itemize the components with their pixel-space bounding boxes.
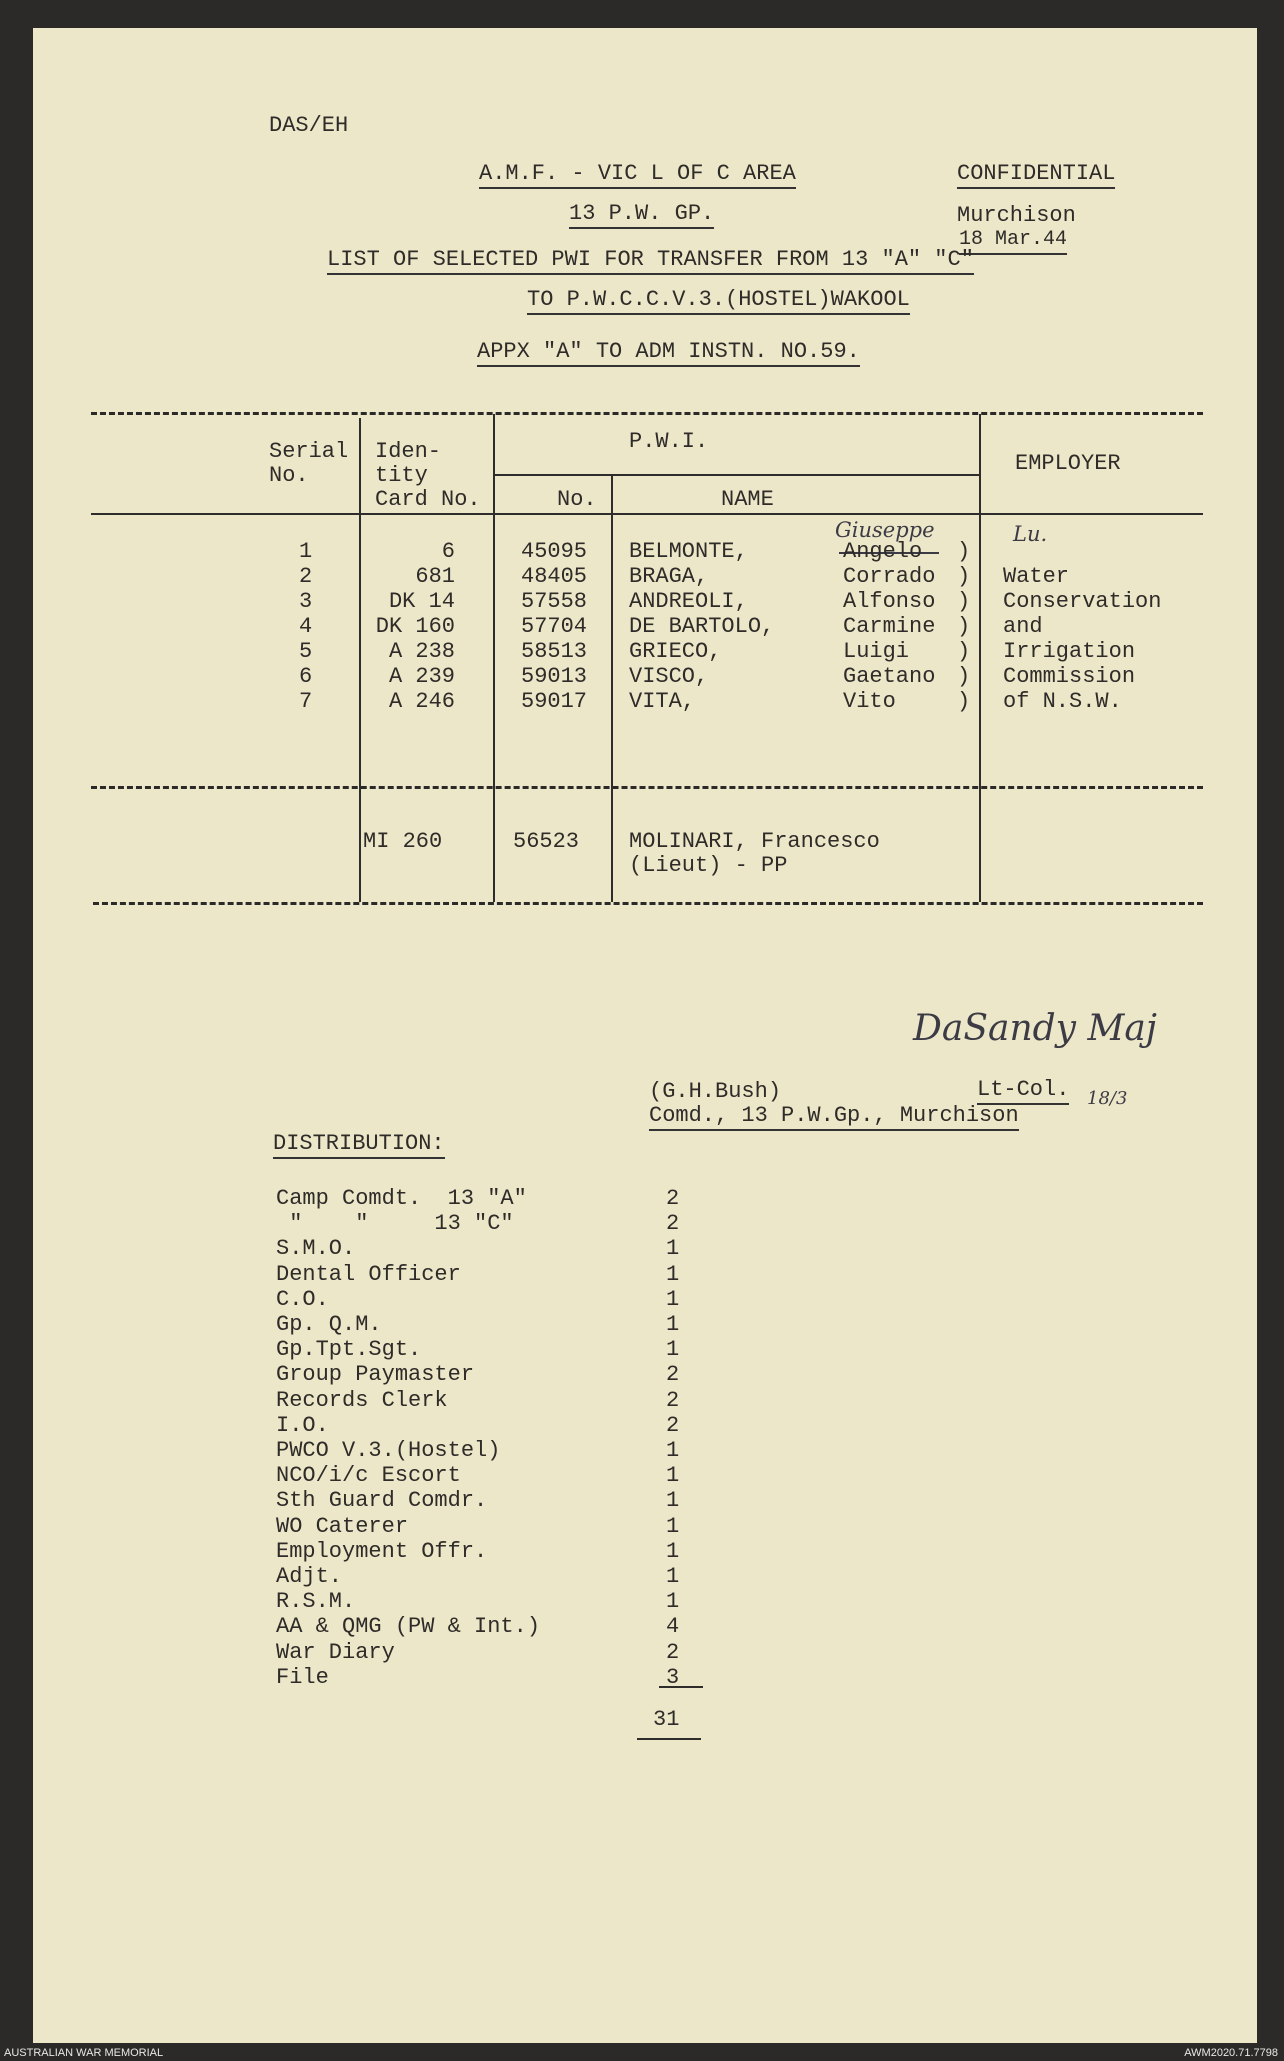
distribution-quantity: 1 [666,1488,680,1514]
distribution-heading: DISTRIBUTION: [273,1132,445,1159]
distribution-quantity: 1 [666,1286,680,1312]
file-reference: DAS/EH [269,113,349,138]
row-serial: 7 [299,689,313,714]
officer-separator-rule [91,786,1203,789]
distribution-quantity: 1 [666,1589,680,1615]
classification-label: CONFIDENTIAL [957,162,1115,189]
row-given-name: Angelo [843,539,923,564]
row-pwi-number: 59017 [521,689,588,714]
handwritten-initials: Lu. [1013,522,1048,546]
handwritten-date: 18/3 [1087,1088,1128,1109]
distribution-total: 31 [653,1707,680,1732]
distribution-item [276,1614,706,1638]
distribution-recipient: S.M.O. [276,1236,356,1262]
distribution-item [276,1388,706,1412]
distribution-recipient: Gp. Q.M. [276,1312,382,1337]
document-title: LIST OF SELECTED PWI FOR TRANSFER FROM 13 "A" "C" [327,248,974,275]
row-surname: VITA, [629,689,696,714]
distribution-recipient: Records Clerk [276,1387,448,1413]
distribution-item [276,1589,706,1613]
distribution-item [276,1564,706,1588]
pwi-subheader-rule [494,474,980,476]
distribution-recipient: I.O. [276,1412,329,1438]
row-identity: A 246 [388,689,455,714]
row-bracket: ) [957,539,971,564]
document-title-destination: TO P.W.C.C.V.3.(HOSTEL)WAKOOL [527,288,910,315]
distribution-item [276,1236,706,1260]
distribution-item [276,1488,706,1512]
row-bracket: ) [957,639,971,664]
distribution-quantity: 1 [666,1312,680,1337]
distribution-item [276,1539,706,1563]
row-serial: 5 [299,639,313,664]
signatory-rank: Lt-Col. [977,1078,1069,1105]
area-heading: A.M.F. - VIC L OF C AREA [479,162,796,189]
distribution-item [276,1337,706,1361]
officer-number: 56523 [513,829,580,854]
distribution-item [276,1211,706,1235]
distribution-recipient: Sth Guard Comdr. [276,1488,488,1514]
distribution-recipient: War Diary [276,1639,395,1665]
officer-name: MOLINARI, Francesco [629,829,880,854]
distribution-quantity: 2 [666,1362,680,1388]
distribution-quantity: 1 [666,1513,680,1539]
distribution-item [276,1262,706,1286]
row-identity: A 239 [388,664,455,689]
row-surname: BELMONTE, [629,539,748,564]
employer-value: Water Conservation and Irrigation Commission of N.S.W. [1003,564,1162,714]
column-rule [979,414,981,902]
row-pwi-number: 57558 [521,589,588,614]
row-pwi-number: 48405 [521,564,588,589]
row-surname: ANDREOLI, [629,589,748,614]
column-rule [611,476,613,902]
distribution-recipient: PWCO V.3.(Hostel) [276,1438,501,1463]
distribution-quantity: 1 [666,1538,680,1564]
distribution-recipient: AA & QMG (PW & Int.) [276,1614,541,1640]
distribution-recipient: Camp Comdt. 13 "A" [276,1186,527,1211]
distribution-quantity: 1 [666,1564,680,1589]
handwritten-correction: Giuseppe [835,518,935,542]
footer-credit: AUSTRALIAN WAR MEMORIAL [4,2047,164,2059]
distribution-quantity: 3 [666,1664,680,1690]
row-bracket: ) [957,689,971,714]
place-label: Murchison [957,203,1076,228]
distribution-recipient: Gp.Tpt.Sgt. [276,1337,422,1363]
row-identity: 6 [441,539,455,564]
row-identity: 681 [415,564,455,589]
row-bracket: ) [957,614,971,639]
header-employer: EMPLOYER [1015,451,1121,476]
row-given-name: Luigi [843,639,910,664]
distribution-recipient: R.S.M. [276,1589,356,1615]
row-given-name: Alfonso [843,589,936,614]
distribution-quantity: 1 [666,1337,680,1363]
header-identity-card-no: Iden- tity Card No. [375,439,481,512]
row-given-name: Vito [843,689,896,714]
distribution-item [276,1665,706,1689]
distribution-recipient: Adjt. [276,1564,343,1589]
row-serial: 3 [299,589,313,614]
distribution-recipient: Group Paymaster [276,1362,475,1388]
distribution-item [276,1413,706,1437]
row-identity: DK 160 [375,614,455,639]
group-heading: 13 P.W. GP. [569,202,714,229]
distribution-item [276,1463,706,1487]
table-bottom-rule [93,902,1203,905]
row-pwi-number: 57704 [521,614,588,639]
appendix-reference: APPX "A" TO ADM INSTN. NO.59. [477,340,860,367]
distribution-quantity: 4 [666,1614,680,1640]
header-name: NAME [721,487,774,512]
officer-identity: MI 260 [363,829,443,854]
footer-reference: AWM2020.71.7798 [1184,2047,1278,2059]
row-pwi-number: 59013 [521,664,588,689]
distribution-quantity: 2 [666,1387,680,1413]
distribution-item [276,1514,706,1538]
distribution-recipient: " " 13 "C" [276,1211,514,1237]
row-bracket: ) [957,564,971,589]
document-page [33,28,1257,2043]
header-pwi: P.W.I. [629,429,709,454]
distribution-quantity: 2 [666,1412,680,1438]
distribution-item [276,1640,706,1664]
handwritten-signature: DaSandy Maj [913,1008,1157,1049]
row-surname: VISCO, [629,664,709,689]
row-surname: GRIECO, [629,639,722,664]
row-serial: 1 [299,539,313,564]
row-given-name: Corrado [843,564,936,589]
row-given-name: Gaetano [843,664,936,689]
signatory-appointment: Comd., 13 P.W.Gp., Murchison [649,1104,1019,1131]
row-pwi-number: 58513 [521,639,588,664]
column-rule [493,414,495,902]
row-surname: BRAGA, [629,564,709,589]
distribution-recipient: C.O. [276,1286,329,1312]
distribution-quantity: 1 [666,1236,680,1262]
row-given-name: Carmine [843,614,936,639]
distribution-recipient: Dental Officer [276,1261,461,1287]
distribution-recipient: NCO/i/c Escort [276,1463,461,1489]
distribution-quantity: 1 [666,1438,680,1463]
distribution-quantity: 2 [666,1211,680,1237]
row-serial: 4 [299,614,313,639]
date-label: 18 Mar.44 [959,228,1067,255]
signatory-name: (G.H.Bush) [649,1079,782,1104]
distribution-item [276,1287,706,1311]
row-identity: DK 14 [388,589,455,614]
total-underline [637,1738,701,1740]
distribution-recipient: WO Caterer [276,1513,409,1539]
row-bracket: ) [957,589,971,614]
row-surname: DE BARTOLO, [629,614,775,639]
header-no: No. [557,487,597,512]
distribution-item [276,1186,706,1210]
row-identity: A 238 [388,639,455,664]
distribution-quantity: 2 [666,1639,680,1665]
table-top-rule [91,412,1203,415]
row-pwi-number: 45095 [521,539,588,564]
row-bracket: ) [957,664,971,689]
distribution-item [276,1312,706,1336]
table-header-rule [91,513,1203,515]
row-serial: 6 [299,664,313,689]
officer-rank: (Lieut) - PP [629,853,788,878]
distribution-recipient: File [276,1664,329,1690]
distribution-recipient: Employment Offr. [276,1538,488,1564]
column-rule [359,418,361,902]
distribution-item [276,1438,706,1462]
row-serial: 2 [299,564,313,589]
distribution-item [276,1362,706,1386]
distribution-quantity: 1 [666,1463,680,1489]
distribution-quantity: 1 [666,1261,680,1287]
distribution-quantity: 2 [666,1186,680,1211]
header-serial-no: Serial No. [269,439,349,488]
